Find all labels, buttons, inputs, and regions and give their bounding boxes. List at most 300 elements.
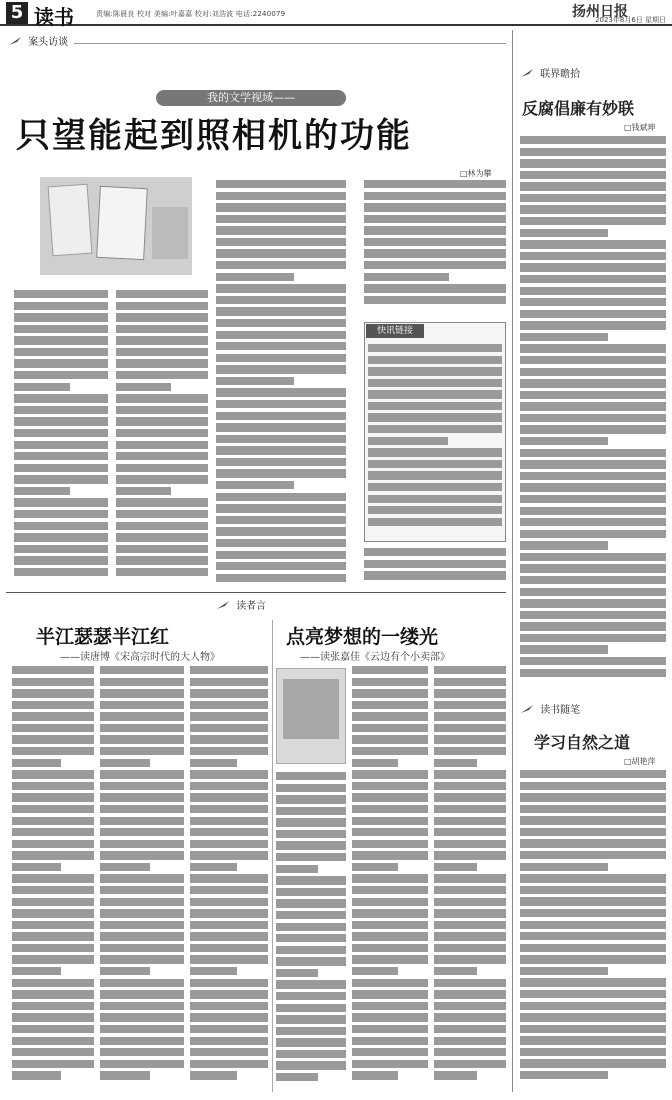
text-line	[520, 344, 666, 352]
paper-logo: 扬州日报	[572, 4, 628, 20]
feather-icon	[8, 36, 22, 46]
text-line	[14, 452, 108, 460]
text-line	[190, 921, 268, 929]
right-article-byline: □钱斌珅	[624, 123, 656, 132]
column-divider	[512, 30, 513, 1092]
text-line	[190, 678, 268, 686]
text-line	[352, 967, 398, 975]
text-line	[520, 1048, 666, 1056]
text-line	[352, 828, 428, 836]
text-line	[100, 921, 184, 929]
text-line	[190, 955, 268, 963]
text-line	[100, 1002, 184, 1010]
text-line	[352, 1025, 428, 1033]
text-line	[352, 666, 428, 674]
text-line	[276, 969, 318, 977]
text-line	[100, 932, 184, 940]
text-line	[116, 545, 208, 553]
text-line	[216, 365, 346, 373]
text-line	[100, 840, 184, 848]
text-line	[276, 1015, 346, 1023]
text-line	[12, 817, 94, 825]
text-line	[116, 510, 208, 518]
column-tab-label: 读者言	[236, 601, 267, 612]
text-line	[216, 516, 346, 524]
text-line	[14, 336, 108, 344]
text-line	[12, 828, 94, 836]
text-line	[368, 367, 502, 375]
text-line	[276, 784, 346, 792]
text-line	[14, 383, 70, 391]
text-line	[434, 898, 506, 906]
text-line	[520, 886, 666, 894]
text-line	[216, 446, 346, 454]
text-line	[216, 215, 346, 223]
text-line	[276, 1027, 346, 1035]
feather-icon	[520, 68, 534, 78]
text-line	[520, 1071, 608, 1079]
review-body-left	[100, 666, 184, 1092]
article-body-column	[116, 290, 208, 586]
text-line	[520, 368, 666, 376]
text-line	[190, 979, 268, 987]
text-line	[520, 588, 666, 596]
article-title: 只望能起到照相机的功能	[16, 116, 412, 156]
section-name: 读书	[34, 5, 74, 29]
text-line	[434, 666, 506, 674]
text-line	[520, 483, 666, 491]
text-line	[520, 275, 666, 283]
text-line	[276, 923, 346, 931]
text-line	[100, 817, 184, 825]
text-line	[216, 539, 346, 547]
text-line	[190, 909, 268, 917]
text-line	[520, 148, 666, 156]
text-line	[364, 261, 506, 269]
text-line	[100, 747, 184, 755]
text-line	[520, 321, 666, 329]
text-line	[12, 724, 94, 732]
text-line	[12, 921, 94, 929]
right-article-title: 反腐倡廉有妙联	[522, 99, 635, 118]
text-line	[276, 818, 346, 826]
text-line	[190, 770, 268, 778]
text-line	[352, 932, 428, 940]
page-number: 5	[6, 2, 28, 24]
text-line	[520, 921, 666, 929]
text-line	[276, 1061, 346, 1069]
text-line	[190, 1037, 268, 1045]
article-body-column	[364, 180, 506, 316]
text-line	[434, 955, 506, 963]
text-line	[12, 1071, 61, 1079]
text-line	[190, 1048, 268, 1056]
text-line	[352, 678, 428, 686]
text-line	[352, 701, 428, 709]
text-line	[100, 678, 184, 686]
text-line	[116, 336, 208, 344]
text-line	[434, 851, 506, 859]
text-line	[520, 414, 666, 422]
text-line	[216, 180, 346, 188]
text-line	[100, 1037, 184, 1045]
text-line	[100, 1071, 150, 1079]
text-line	[100, 955, 184, 963]
text-line	[14, 417, 108, 425]
text-line	[520, 839, 666, 847]
text-line	[190, 689, 268, 697]
text-line	[190, 805, 268, 813]
text-line	[520, 507, 666, 515]
text-line	[14, 406, 108, 414]
text-line	[14, 359, 108, 367]
text-line	[190, 1013, 268, 1021]
text-line	[100, 793, 184, 801]
text-line	[520, 182, 666, 190]
text-line	[190, 793, 268, 801]
text-line	[520, 657, 666, 665]
text-line	[100, 944, 184, 952]
text-line	[520, 194, 666, 202]
text-line	[364, 249, 506, 257]
text-line	[352, 921, 428, 929]
text-line	[434, 689, 506, 697]
text-line	[520, 205, 666, 213]
text-line	[520, 851, 666, 859]
masthead	[0, 0, 672, 29]
text-line	[14, 475, 108, 483]
text-line	[12, 1060, 94, 1068]
text-line	[216, 388, 346, 396]
column-tab-label: 读书随笔	[540, 705, 581, 716]
column-rule	[74, 43, 506, 44]
text-line	[116, 359, 208, 367]
column-tab-label: 联界瞻拾	[540, 69, 581, 80]
text-line	[190, 967, 237, 975]
column-tab-label: 案头访谈	[28, 37, 69, 48]
text-line	[352, 840, 428, 848]
text-line	[190, 1071, 237, 1079]
text-line	[520, 171, 666, 179]
review-body-right	[352, 666, 428, 1092]
text-line	[14, 302, 108, 310]
text-line	[368, 344, 502, 352]
text-line	[100, 782, 184, 790]
text-line	[216, 412, 346, 420]
text-line	[216, 238, 346, 246]
text-line	[100, 898, 184, 906]
text-line	[14, 533, 108, 541]
text-line	[276, 911, 346, 919]
text-line	[520, 229, 608, 237]
text-line	[368, 402, 502, 410]
text-line	[12, 701, 94, 709]
text-line	[190, 874, 268, 882]
text-line	[190, 863, 237, 871]
text-line	[520, 599, 666, 607]
text-line	[434, 1002, 506, 1010]
text-line	[276, 1073, 318, 1081]
text-line	[216, 574, 346, 582]
text-line	[364, 215, 506, 223]
text-line	[276, 1038, 346, 1046]
text-line	[276, 876, 346, 884]
text-line	[276, 957, 346, 965]
text-line	[352, 979, 428, 987]
text-line	[12, 990, 94, 998]
text-line	[520, 770, 666, 778]
text-line	[116, 325, 208, 333]
text-line	[12, 944, 94, 952]
text-line	[100, 735, 184, 743]
text-line	[14, 325, 108, 333]
text-line	[100, 967, 150, 975]
text-line	[190, 1060, 268, 1068]
text-line	[100, 851, 184, 859]
text-line	[520, 310, 666, 318]
text-line	[12, 909, 94, 917]
text-line	[352, 863, 398, 871]
text-line	[352, 1037, 428, 1045]
column-tab-couplets	[520, 68, 580, 82]
text-line	[520, 897, 666, 905]
text-line	[352, 759, 398, 767]
text-line	[12, 678, 94, 686]
text-line	[364, 571, 506, 579]
text-line	[276, 830, 346, 838]
text-line	[276, 807, 346, 815]
text-line	[116, 302, 208, 310]
text-line	[434, 1025, 506, 1033]
text-line	[520, 356, 666, 364]
text-line	[520, 391, 666, 399]
cover-illustration	[283, 679, 339, 739]
text-line	[216, 400, 346, 408]
text-line	[12, 759, 61, 767]
text-line	[276, 865, 318, 873]
text-line	[368, 356, 502, 364]
text-line	[364, 238, 506, 246]
text-line	[352, 1013, 428, 1021]
section-divider	[6, 592, 506, 593]
text-line	[520, 1036, 666, 1044]
review-body-right	[434, 666, 506, 1092]
text-line	[352, 955, 428, 963]
text-line	[276, 1004, 346, 1012]
text-line	[116, 556, 208, 564]
text-line	[368, 425, 502, 433]
text-line	[276, 841, 346, 849]
text-line	[520, 805, 666, 813]
book-review-deck-right: ——读张嘉佳《云边有个小卖部》	[300, 652, 450, 663]
text-line	[368, 483, 502, 491]
text-line	[116, 417, 208, 425]
text-line	[520, 828, 666, 836]
text-line	[12, 932, 94, 940]
text-line	[116, 406, 208, 414]
text-line	[14, 441, 108, 449]
text-line	[434, 678, 506, 686]
text-line	[520, 541, 608, 549]
text-line	[12, 1025, 94, 1033]
text-line	[434, 793, 506, 801]
text-line	[352, 689, 428, 697]
text-line	[12, 840, 94, 848]
text-line	[368, 495, 502, 503]
text-line	[14, 556, 108, 564]
text-line	[368, 437, 448, 445]
text-line	[352, 886, 428, 894]
text-line	[100, 712, 184, 720]
text-line	[12, 805, 94, 813]
text-line	[14, 290, 108, 298]
news-link-label: 快讯链接	[366, 324, 424, 338]
text-line	[14, 371, 108, 379]
text-line	[100, 759, 150, 767]
text-line	[116, 394, 208, 402]
text-line	[434, 1013, 506, 1021]
text-line	[434, 909, 506, 917]
text-line	[364, 548, 506, 556]
text-line	[520, 645, 608, 653]
text-line	[190, 724, 268, 732]
text-line	[520, 576, 666, 584]
text-line	[12, 874, 94, 882]
text-line	[190, 782, 268, 790]
text-line	[520, 1059, 666, 1067]
text-line	[116, 452, 208, 460]
text-line	[14, 464, 108, 472]
text-line	[434, 886, 506, 894]
text-line	[190, 1002, 268, 1010]
text-line	[520, 298, 666, 306]
text-line	[364, 226, 506, 234]
text-line	[352, 1048, 428, 1056]
text-line	[368, 506, 502, 514]
text-line	[216, 261, 346, 269]
editor-credits: 责编:陈晨良 校对 美编:叶嘉嘉 校对:刘浩波 电话:2240079	[96, 10, 286, 18]
text-line	[434, 1071, 477, 1079]
text-line	[520, 990, 666, 998]
text-line	[520, 252, 666, 260]
text-line	[364, 203, 506, 211]
text-line	[276, 992, 346, 1000]
text-line	[216, 192, 346, 200]
text-line	[216, 226, 346, 234]
text-line	[216, 481, 294, 489]
text-line	[520, 472, 666, 480]
text-line	[12, 712, 94, 720]
text-line	[368, 379, 502, 387]
text-line	[100, 990, 184, 998]
text-line	[352, 724, 428, 732]
text-line	[434, 735, 506, 743]
text-line	[216, 203, 346, 211]
text-line	[276, 795, 346, 803]
book-photo	[40, 177, 192, 275]
text-line	[520, 932, 666, 940]
text-line	[116, 498, 208, 506]
text-line	[216, 504, 346, 512]
text-line	[352, 735, 428, 743]
text-line	[116, 487, 171, 495]
text-line	[352, 782, 428, 790]
text-line	[190, 759, 237, 767]
text-line	[12, 886, 94, 894]
book-review-title-left: 半江瑟瑟半江红	[36, 626, 170, 648]
text-line	[434, 944, 506, 952]
text-line	[12, 955, 94, 963]
text-line	[520, 530, 666, 538]
text-line	[520, 669, 666, 677]
text-line	[12, 979, 94, 987]
text-line	[352, 944, 428, 952]
text-line	[14, 429, 108, 437]
text-line	[216, 377, 294, 385]
text-line	[116, 464, 208, 472]
article-body-column	[216, 180, 346, 586]
column-tab-reading-notes	[520, 704, 580, 718]
text-line	[520, 944, 666, 952]
text-line	[12, 793, 94, 801]
text-line	[520, 782, 666, 790]
text-line	[12, 863, 61, 871]
text-line	[276, 772, 346, 780]
text-line	[368, 518, 502, 526]
text-line	[520, 1013, 666, 1021]
article-body-column	[14, 290, 108, 586]
text-line	[190, 735, 268, 743]
text-line	[352, 817, 428, 825]
text-line	[190, 701, 268, 709]
text-line	[12, 747, 94, 755]
book-cover	[48, 184, 93, 257]
text-line	[116, 313, 208, 321]
text-line	[352, 1060, 428, 1068]
text-line	[352, 990, 428, 998]
text-line	[352, 1071, 398, 1079]
text-line	[100, 770, 184, 778]
text-line	[364, 284, 506, 292]
text-line	[190, 944, 268, 952]
text-line	[14, 568, 108, 576]
text-line	[216, 435, 346, 443]
text-line	[352, 747, 428, 755]
text-line	[14, 498, 108, 506]
text-line	[368, 471, 502, 479]
text-line	[364, 180, 506, 188]
text-line	[434, 747, 506, 755]
text-line	[190, 666, 268, 674]
text-line	[190, 840, 268, 848]
text-line	[100, 701, 184, 709]
text-line	[190, 817, 268, 825]
text-line	[364, 296, 506, 304]
text-line	[364, 192, 506, 200]
text-line	[520, 136, 666, 144]
text-line	[190, 990, 268, 998]
text-line	[216, 562, 346, 570]
article-body-column	[364, 548, 506, 586]
text-line	[100, 863, 150, 871]
feather-icon	[216, 600, 230, 610]
text-line	[12, 1002, 94, 1010]
text-line	[520, 287, 666, 295]
text-line	[190, 828, 268, 836]
text-line	[100, 1048, 184, 1056]
text-line	[434, 805, 506, 813]
text-line	[12, 1037, 94, 1045]
